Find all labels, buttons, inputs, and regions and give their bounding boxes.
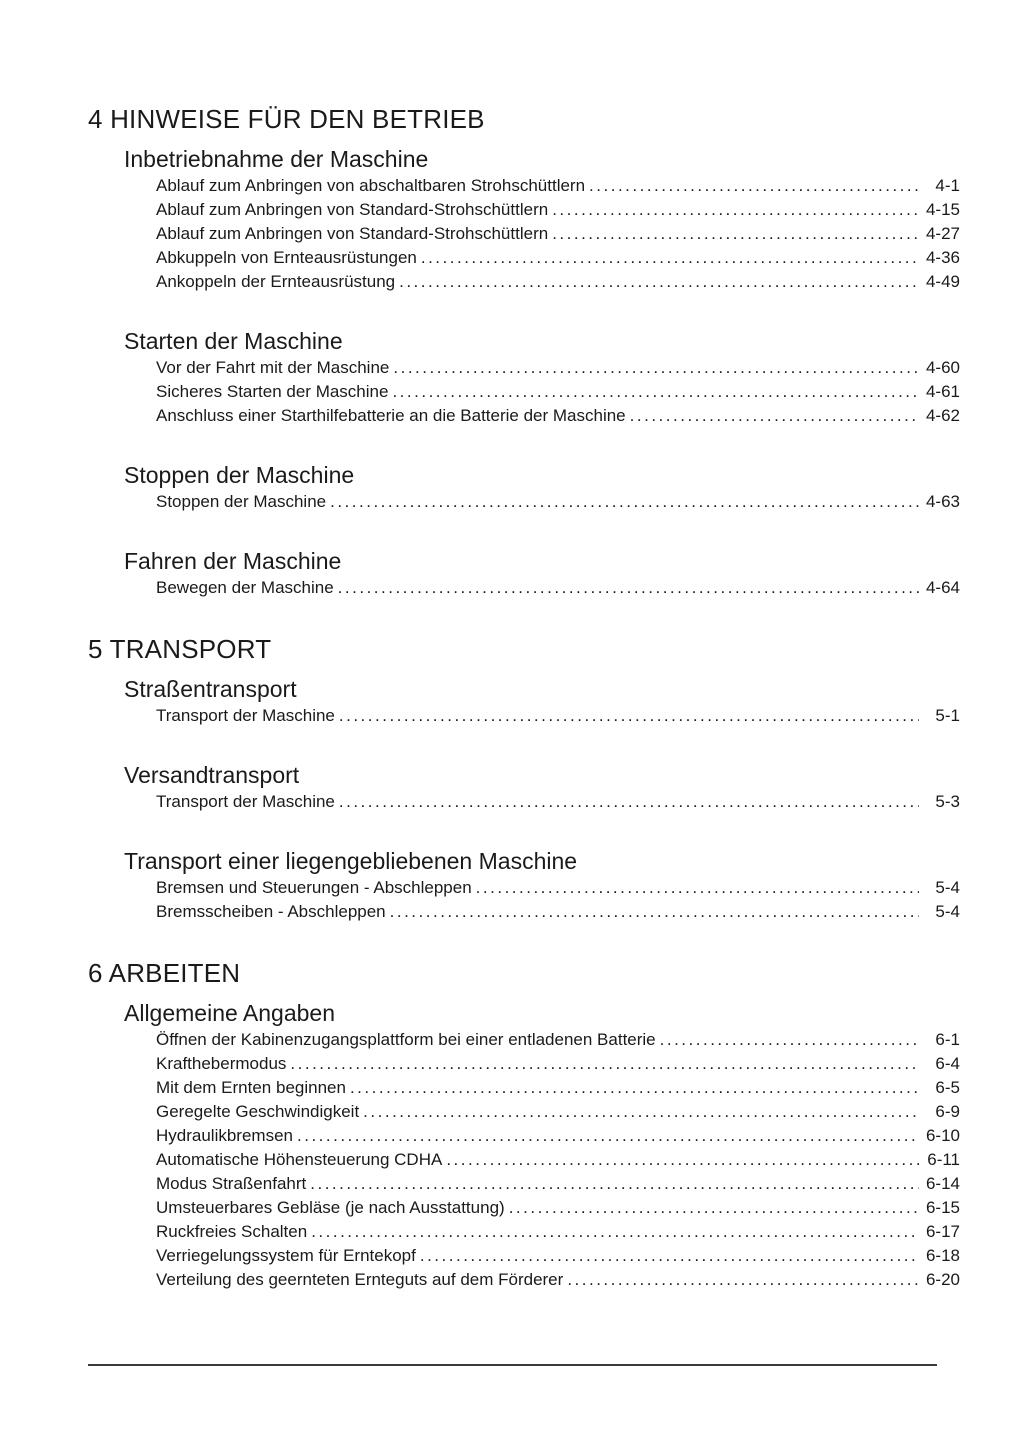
entry-title: Vor der Fahrt mit der Maschine — [156, 358, 390, 377]
section — [88, 676, 960, 728]
section — [88, 848, 960, 924]
entry-list — [156, 790, 960, 814]
section — [88, 1000, 960, 1292]
section-title: Transport einer liegengebliebenen Maschine — [124, 848, 578, 874]
entry-title: Umsteuerbares Gebläse (je nach Ausstattung) — [156, 1198, 505, 1217]
dot-leader — [392, 380, 919, 404]
toc-entry[interactable] — [156, 1268, 960, 1292]
entry-page-number: 6-5 — [935, 1078, 960, 1097]
entry-page-number: 4-61 — [925, 382, 960, 401]
section — [88, 146, 960, 294]
dot-leader — [330, 490, 919, 514]
dot-leader — [421, 246, 919, 270]
entry-page-number: 4-27 — [925, 224, 960, 243]
section-title: Stoppen der Maschine — [124, 462, 355, 488]
entry-list — [156, 704, 960, 728]
chapter-title: 5 TRANSPORT — [88, 634, 272, 664]
section-title: Versandtransport — [124, 762, 300, 788]
toc-entry[interactable] — [156, 1244, 960, 1268]
entry-page-number: 4-15 — [925, 200, 960, 219]
toc-entry[interactable] — [156, 1124, 960, 1148]
entry-title: Verriegelungssystem für Erntekopf — [156, 1246, 416, 1265]
entry-page-number: 6-4 — [935, 1054, 960, 1073]
entry-page-number: 5-4 — [935, 878, 960, 897]
dot-leader — [310, 1172, 919, 1196]
dot-leader — [446, 1148, 919, 1172]
table-of-contents — [88, 104, 960, 1326]
entry-page-number: 4-63 — [925, 492, 960, 511]
entry-page-number: 4-64 — [925, 578, 960, 597]
toc-entry[interactable] — [156, 270, 960, 294]
entry-page-number: 4-60 — [925, 358, 960, 377]
dot-leader — [393, 356, 919, 380]
entry-page-number: 5-4 — [935, 902, 960, 921]
dot-leader — [589, 174, 919, 198]
entry-title: Ankoppeln der Ernteausrüstung — [156, 272, 396, 291]
dot-leader — [297, 1124, 919, 1148]
chapter-title: 6 ARBEITEN — [88, 958, 241, 988]
entry-title: Sicheres Starten der Maschine — [156, 382, 389, 401]
entry-title: Transport der Maschine — [156, 706, 335, 725]
toc-entry[interactable] — [156, 1220, 960, 1244]
dot-leader — [390, 900, 919, 924]
chapter — [88, 958, 960, 1292]
entry-title: Stoppen der Maschine — [156, 492, 327, 511]
entry-page-number: 6-11 — [927, 1150, 960, 1169]
toc-entry[interactable] — [156, 576, 960, 600]
footer-rule — [88, 1364, 937, 1366]
toc-entry[interactable] — [156, 876, 960, 900]
toc-entry[interactable] — [156, 1100, 960, 1124]
entry-page-number: 6-9 — [935, 1102, 960, 1121]
entry-page-number: 6-10 — [925, 1126, 960, 1145]
entry-title: Anschluss einer Starthilfebatterie an die Batterie der Maschine — [156, 406, 626, 425]
section-title: Fahren der Maschine — [124, 548, 342, 574]
toc-entry[interactable] — [156, 1148, 960, 1172]
chapter — [88, 104, 960, 600]
entry-list — [156, 356, 960, 428]
section-title: Allgemeine Angaben — [124, 1000, 335, 1026]
entry-page-number: 6-20 — [925, 1270, 960, 1289]
toc-entry[interactable] — [156, 1052, 960, 1076]
entry-title: Ablauf zum Anbringen von abschaltbaren Strohschüttlern — [156, 176, 586, 195]
entry-title: Bremsscheiben - Abschleppen — [156, 902, 386, 921]
entry-page-number: 6-15 — [925, 1198, 960, 1217]
dot-leader — [567, 1268, 919, 1292]
toc-entry[interactable] — [156, 1028, 960, 1052]
section — [88, 548, 960, 600]
dot-leader — [552, 222, 919, 246]
entry-title: Ablauf zum Anbringen von Standard-Strohschüttlern — [156, 224, 549, 243]
entry-title: Öffnen der Kabinenzugangsplattform bei einer entladenen Batterie — [156, 1030, 656, 1049]
toc-entry[interactable] — [156, 1172, 960, 1196]
entry-page-number: 4-1 — [935, 176, 960, 195]
entry-page-number: 5-3 — [935, 792, 960, 811]
dot-leader — [338, 576, 919, 600]
entry-list — [156, 490, 960, 514]
entry-page-number: 6-18 — [925, 1246, 960, 1265]
dot-leader — [363, 1100, 919, 1124]
entry-title: Mit dem Ernten beginnen — [156, 1078, 346, 1097]
entry-page-number: 6-14 — [925, 1174, 960, 1193]
dot-leader — [509, 1196, 919, 1220]
entry-title: Automatische Höhensteuerung CDHA — [156, 1150, 443, 1169]
toc-entry[interactable] — [156, 198, 960, 222]
toc-entry[interactable] — [156, 246, 960, 270]
toc-entry[interactable] — [156, 174, 960, 198]
toc-entry[interactable] — [156, 704, 960, 728]
dot-leader — [339, 704, 919, 728]
section — [88, 462, 960, 514]
section-title: Starten der Maschine — [124, 328, 343, 354]
dot-leader — [476, 876, 919, 900]
entry-title: Bewegen der Maschine — [156, 578, 334, 597]
entry-page-number: 5-1 — [935, 706, 960, 725]
dot-leader — [630, 404, 919, 428]
entry-title: Hydraulikbremsen — [156, 1126, 293, 1145]
toc-entry[interactable] — [156, 222, 960, 246]
toc-entry[interactable] — [156, 1076, 960, 1100]
entry-title: Ablauf zum Anbringen von Standard-Strohschüttlern — [156, 200, 549, 219]
toc-entry[interactable] — [156, 900, 960, 924]
entry-page-number: 4-49 — [925, 272, 960, 291]
entry-title: Krafthebermodus — [156, 1054, 287, 1073]
dot-leader — [399, 270, 919, 294]
entry-title: Transport der Maschine — [156, 792, 335, 811]
dot-leader — [350, 1076, 919, 1100]
dot-leader — [420, 1244, 919, 1268]
entry-page-number: 4-36 — [925, 248, 960, 267]
section-title: Straßentransport — [124, 676, 297, 702]
entry-list — [156, 876, 960, 924]
dot-leader — [339, 790, 919, 814]
entry-title: Ruckfreies Schalten — [156, 1222, 308, 1241]
chapter — [88, 634, 960, 924]
chapter-title: 4 HINWEISE FÜR DEN BETRIEB — [88, 104, 485, 134]
dot-leader — [311, 1220, 919, 1244]
section-title: Inbetriebnahme der Maschine — [124, 146, 429, 172]
entry-title: Abkuppeln von Ernteausrüstungen — [156, 248, 417, 267]
entry-title: Modus Straßenfahrt — [156, 1174, 307, 1193]
entry-list — [156, 174, 960, 294]
entry-title: Geregelte Geschwindigkeit — [156, 1102, 360, 1121]
toc-entry[interactable] — [156, 1196, 960, 1220]
toc-entry[interactable] — [156, 356, 960, 380]
toc-entry[interactable] — [156, 490, 960, 514]
section — [88, 762, 960, 814]
toc-entry[interactable] — [156, 404, 960, 428]
entry-list — [156, 576, 960, 600]
dot-leader — [290, 1052, 919, 1076]
entry-page-number: 4-62 — [925, 406, 960, 425]
entry-title: Verteilung des geernteten Ernteguts auf dem Förderer — [156, 1270, 564, 1289]
entry-list — [156, 1028, 960, 1292]
toc-entry[interactable] — [156, 790, 960, 814]
entry-page-number: 6-17 — [925, 1222, 960, 1241]
dot-leader — [660, 1028, 919, 1052]
dot-leader — [552, 198, 919, 222]
toc-entry[interactable] — [156, 380, 960, 404]
section — [88, 328, 960, 428]
entry-page-number: 6-1 — [935, 1030, 960, 1049]
entry-title: Bremsen und Steuerungen - Abschleppen — [156, 878, 472, 897]
